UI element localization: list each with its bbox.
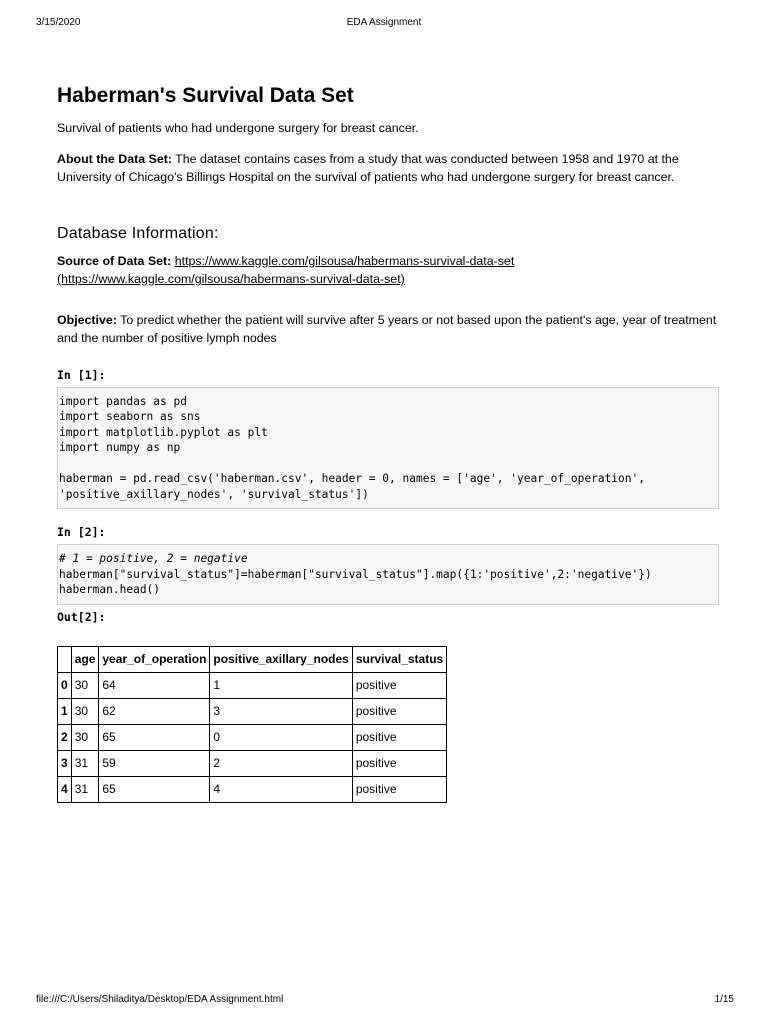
table-cell: 31 (71, 776, 99, 802)
source-link[interactable]: https://www.kaggle.com/gilsousa/habermans-survival-data-set (174, 253, 515, 268)
about-paragraph (57, 150, 719, 187)
print-title: EDA Assignment (346, 17, 422, 28)
table-cell: 1 (210, 672, 352, 698)
source-link-paren[interactable]: (https://www.kaggle.com/gilsousa/habermans-survival-data-set) (57, 272, 405, 286)
page-header (0, 17, 768, 31)
notebook-content (57, 83, 719, 803)
objective-label: Objective: (57, 312, 117, 327)
source-paragraph (57, 252, 719, 289)
table-cell: 4 (210, 776, 352, 802)
table-header-row (58, 646, 447, 672)
code-cell-2[interactable] (57, 544, 719, 605)
database-heading: Database Information: (57, 224, 219, 242)
page-footer (0, 994, 768, 1008)
table-cell: positive (352, 698, 446, 724)
input-prompt-1: In [1]: (57, 367, 106, 382)
table-cell: positive (352, 776, 446, 802)
table-row (58, 724, 447, 750)
table-cell: 59 (99, 750, 210, 776)
column-header: survival_status (352, 646, 446, 672)
column-header: age (71, 646, 99, 672)
table-row (58, 672, 447, 698)
code-cell-1[interactable] (57, 387, 719, 510)
row-index: 3 (58, 750, 72, 776)
file-path: file:///C:/Users/Shiladitya/Desktop/EDA Assignment.html (36, 994, 284, 1005)
table-cell: 64 (99, 672, 210, 698)
about-label: About the Data Set: (57, 151, 172, 166)
table-row (58, 698, 447, 724)
table-cell: 30 (71, 672, 99, 698)
code-comment-2: # 1 = positive, 2 = negative (59, 552, 248, 565)
objective-paragraph (57, 311, 719, 348)
subtitle: Survival of patients who had undergone surgery for breast cancer. (57, 121, 419, 135)
dataframe-table (57, 646, 447, 803)
table-row (58, 776, 447, 802)
about-text: The dataset contains cases from a study that was conducted between 1958 and 1970 at the University of Chicago's Billings Hospital on the survival of patients who had undergone surgery for breast cancer. (57, 151, 679, 184)
code-text-2: haberman["survival_status"]=haberman["survival_status"].map({1:'positive',2:'negative'}) haberman.head() (59, 567, 652, 596)
row-index: 0 (58, 672, 72, 698)
table-cell: 30 (71, 698, 99, 724)
table-cell: positive (352, 724, 446, 750)
table-cell: positive (352, 672, 446, 698)
table-cell: positive (352, 750, 446, 776)
table-cell: 31 (71, 750, 99, 776)
row-index: 1 (58, 698, 72, 724)
table-cell: 65 (99, 776, 210, 802)
page-number: 1/15 (714, 994, 734, 1005)
column-header (58, 646, 72, 672)
table-cell: 0 (210, 724, 352, 750)
column-header: positive_axillary_nodes (210, 646, 352, 672)
source-label: Source of Data Set: (57, 253, 172, 268)
input-prompt-2: In [2]: (57, 525, 106, 539)
code-text-1: import pandas as pd import seaborn as sns import matplotlib.pyplot as plt import numpy as np haberman = pd.read_csv('haberman.csv', header = 0, names = ['age', 'year_of_operation', 'positive_axillary_nodes', 'survival_status']) (59, 394, 645, 501)
objective-text: To predict whether the patient will survive after 5 years or not based upon the patient's age, year of treatment and the number of positive lymph nodes (57, 312, 717, 345)
output-prompt-2: Out[2]: (57, 609, 106, 624)
table-cell: 30 (71, 724, 99, 750)
table-cell: 3 (210, 698, 352, 724)
row-index: 4 (58, 776, 72, 802)
row-index: 2 (58, 724, 72, 750)
print-date: 3/15/2020 (36, 17, 81, 28)
column-header: year_of_operation (99, 646, 210, 672)
table-row (58, 750, 447, 776)
table-cell: 62 (99, 698, 210, 724)
page-title: Haberman's Survival Data Set (57, 84, 354, 107)
table-cell: 2 (210, 750, 352, 776)
table-cell: 65 (99, 724, 210, 750)
